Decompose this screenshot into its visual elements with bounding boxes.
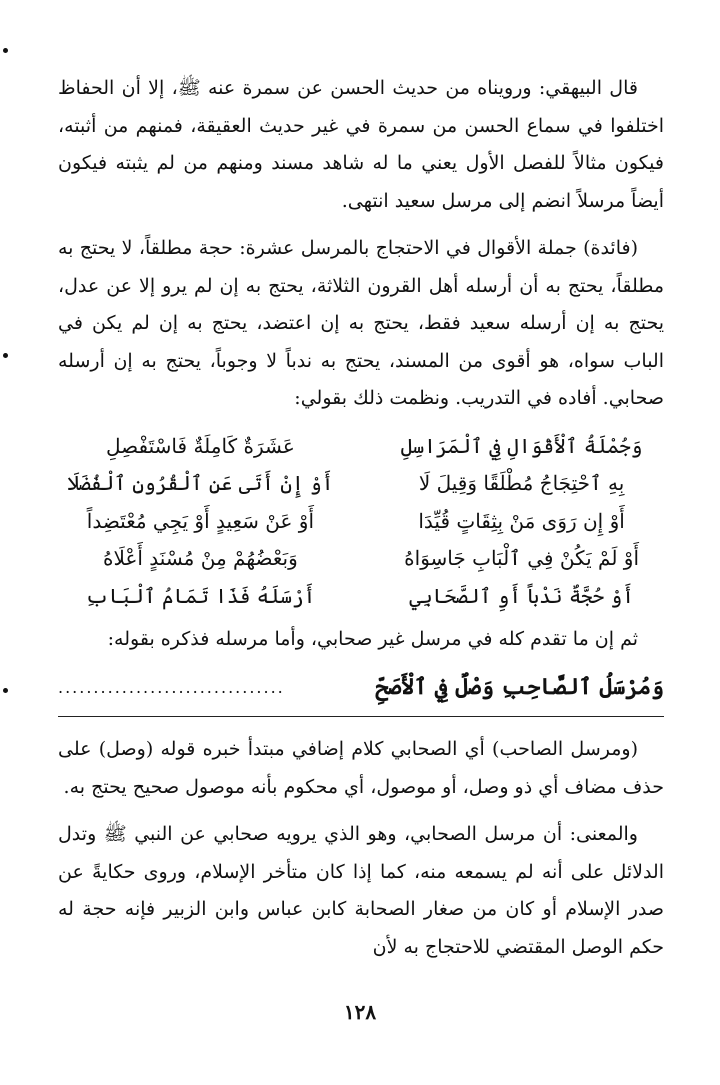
poem-first-hemistich: أَوْ حُجَّةٌ نَدْباً أَوِ ٱلصَّحَابِي (409, 583, 634, 608)
poem-first-hemistich: أَوْ لَمْ يَكُنْ فِي ٱلْبَابِ جَاسِوَاهُ (404, 546, 639, 570)
margin-mark-top (3, 48, 8, 53)
poem-verse (58, 503, 664, 541)
margin-mark-lower (3, 688, 8, 693)
paragraph-bayhaqi: قال البيهقي: ورويناه من حديث الحسن عن سمرة عنه ﷺ، إلا أن الحفاظ اختلفوا في سماع الحسن من سمرة في غير حديث العقيقة، فمنهم من أثبته، فيكون مثالاً للفصل الأول يعني ما له شاهد مسند ومنهم من لم يثبته فيكون أيضاً مرسلاً انضم إلى مرسل سعيد انتهى. (58, 77, 664, 212)
poem-verse (58, 465, 664, 503)
matn-verse-heading (58, 669, 664, 707)
poem-verse (58, 540, 664, 578)
matn-verse-dots: ................................ (58, 677, 285, 697)
poem-second-hemistich: أَوْ عَنْ سَعِيدٍ أَوْ يَجِي مُعْتَضِداً (86, 508, 315, 533)
page-body (58, 70, 664, 976)
poem-second-hemistich: وَبَعْضُهُمْ مِنْ مُسْنَدٍ أَعْلَاهُ (103, 546, 298, 570)
matn-verse-text: وَمُرْسَلُ ٱلصَّاحِبِ وَصْلٌ فِي ٱلْأَصَحِّ (375, 673, 664, 700)
poem-first-hemistich: وَجُمْلَةُ ٱلْأَقْوَالِ فِي ٱلْمَرَاسِلِ (400, 433, 643, 458)
poem-verse (58, 428, 664, 466)
poem-verse (58, 578, 664, 616)
margin-mark-middle (3, 353, 8, 358)
page-number: ١٢٨ (343, 1000, 377, 1024)
paragraph-transition: ثم إن ما تقدم كله في مرسل غير صحابي، وأما مرسله فذكره بقوله: (107, 628, 638, 650)
paragraph-faida: (فائدة) جملة الأقوال في الاحتجاج بالمرسل عشرة: حجة مطلقاً، لا يحتج به مطلقاً، يحتج به أن أرسله أهل القرون الثلاثة، يحتج به إن لم يرو إلا عن عدل، يحتج به إن أرسله سعيد فقط، يحتج به إن اعتضد، يحتج به إن لم يكن في الباب سواه، هو أقوى من المسند، يحتج به ندباً لا وجوباً، يحتج به إن أرسله صحابي. أفاده في التدريب. ونظمت ذلك بقولي: (58, 237, 664, 409)
paragraph-commentary: (ومرسل الصاحب) أي الصحابي كلام إضافي مبتدأ خبره قوله (وصل) على حذف مضاف أي ذو وصل، أو موصول، أي محكوم بأنه موصول صحيح يحتج به. (58, 738, 664, 798)
poem-first-hemistich: أَوْ إِن رَوَى مَنْ بِثِقَاتٍ قُيِّدَا (418, 508, 625, 533)
divider-rule (58, 716, 664, 717)
paragraph-meaning: والمعنى: أن مرسل الصحابي، وهو الذي يرويه صحابي عن النبي ﷺ وتدل الدلائل على أنه لم يسمعه منه، كما إذا كان متأخر الإسلام، وروى حكايةً عن صدر الإسلام أو كان من صغار الصحابة كابن عباس وابن الزبير فإنه حجة له حكم الوصل المقتضي للاحتجاج به لأن (58, 823, 664, 958)
poem-first-hemistich: بِهِ ٱحْتِجَاجُ مُطْلَقًا وَقِيلَ لَا (418, 471, 625, 495)
poem-second-hemistich: أَرْسَلَهُ فَذَا تَمَامُ ٱلْبَابِ (85, 583, 316, 608)
poem (58, 428, 664, 616)
poem-second-hemistich: أَوْ إِنْ أَتَى عَنِ ٱلْقُرُونِ ٱلْفُضَلَا (67, 471, 334, 495)
poem-second-hemistich: عَشَرَةٌ كَامِلَةٌ فَاسْتَفْصِلِ (106, 433, 295, 458)
